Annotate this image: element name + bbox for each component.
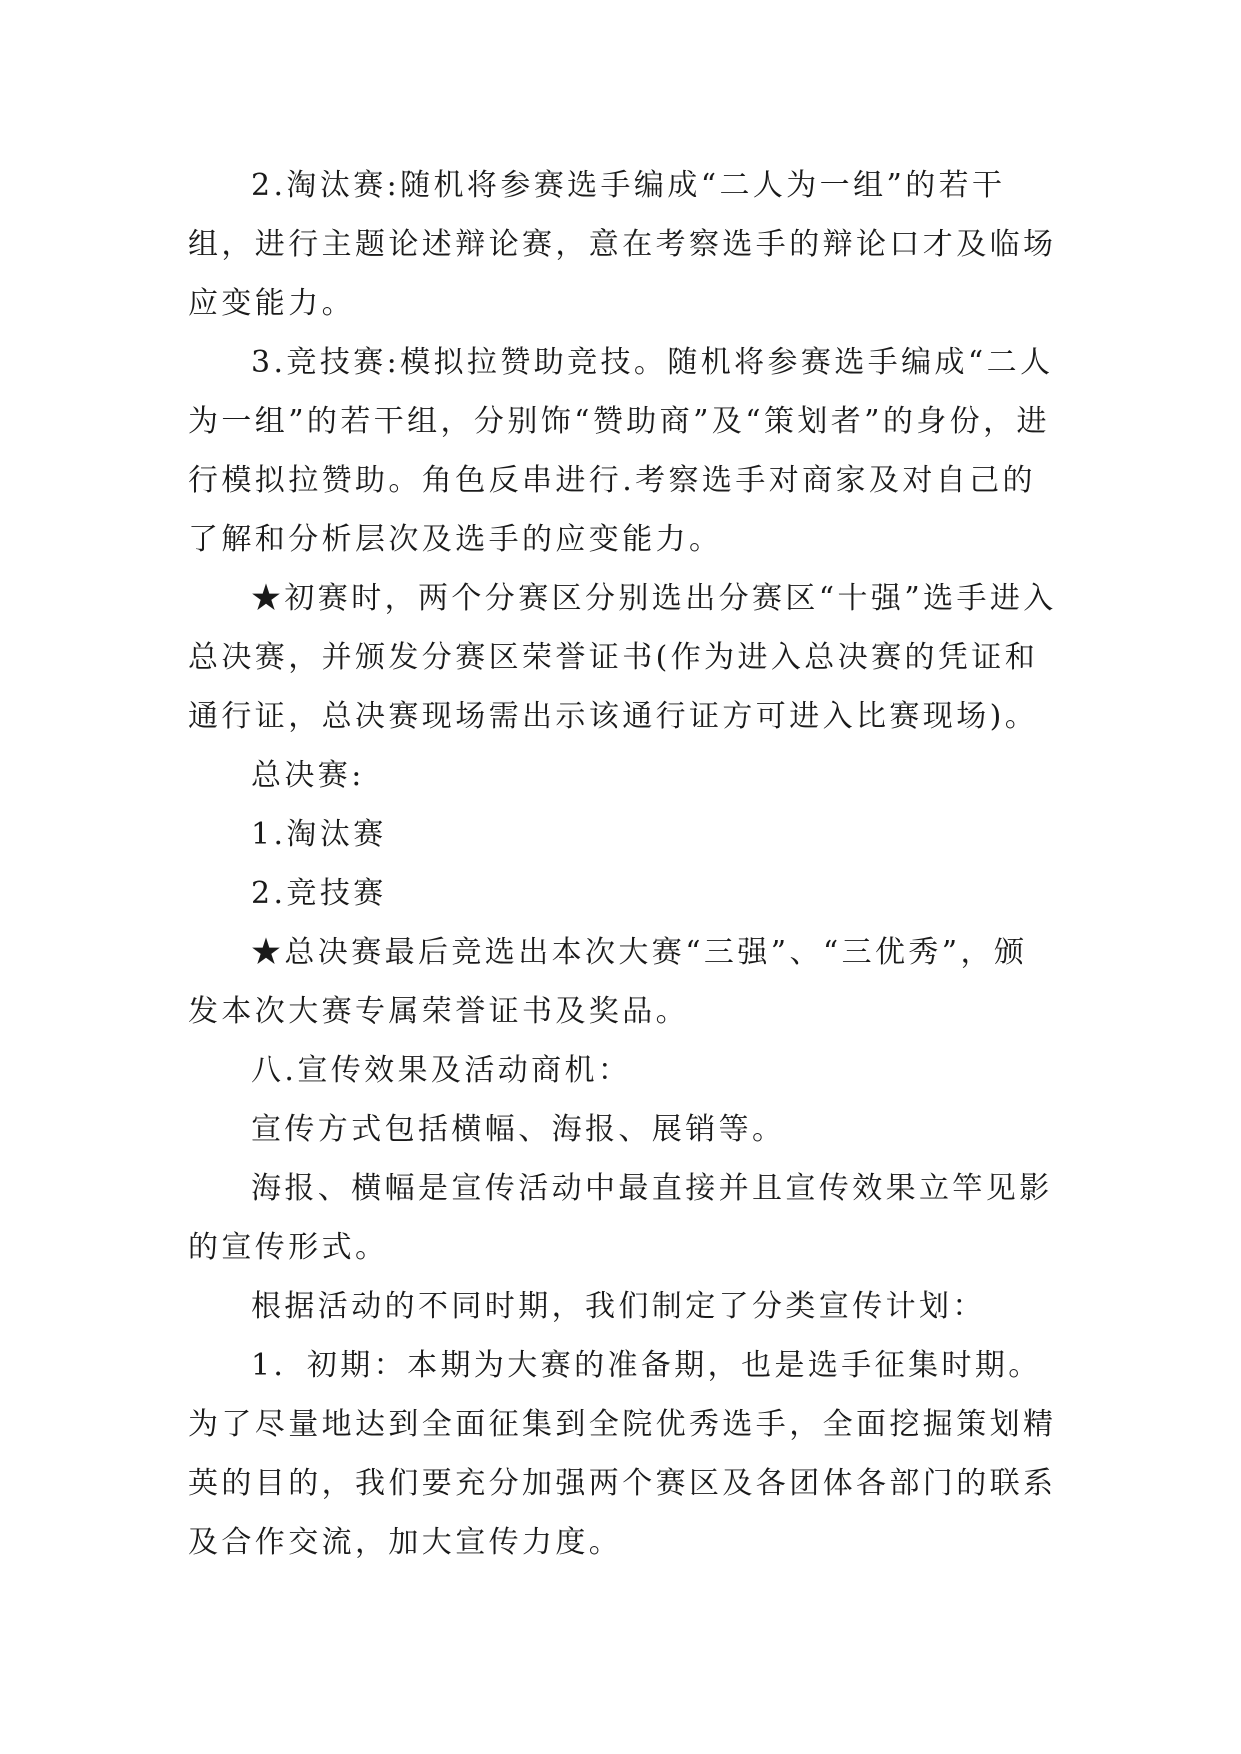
paragraph-competition-round: 3.竞技赛:模拟拉赞助竞技。随机将参赛选手编成“二人为一组”的若干组，分别饰“赞助商”及“策划者”的身份，进行模拟拉赞助。角色反串进行.考察选手对商家及对自己的了解和分析层次及选手的应变能力。 [188,345,1054,557]
paragraph-posters-banners: 海报、横幅是宣传活动中最直接并且宣传效果立竿见影的宣传形式。 [188,1171,1053,1265]
paragraph-publicity-plan: 根据活动的不同时期，我们制定了分类宣传计划： [251,1289,986,1324]
section-heading-publicity: 八.宣传效果及活动商机： [251,1053,632,1088]
paragraph-initial-phase: 1．初期：本期为大赛的准备期，也是选手征集时期。为了尽量地达到全面征集到全院优秀选手，全面挖掘策划精英的目的，我们要充分加强两个赛区及各团体各部门的联系及合作交流，加大宣传力度。 [188,1348,1057,1560]
paragraph-finals-heading: 总决赛: [251,758,365,793]
document-body [188,156,1058,1572]
paragraph-finals-item-1: 1.淘汰赛 [251,817,387,852]
paragraph-publicity-methods: 宣传方式包括横幅、海报、展销等。 [251,1112,786,1147]
paragraph-finals-item-2: 2.竞技赛 [251,876,387,911]
paragraph-finals-note: ★总决赛最后竞选出本次大赛“三强”、“三优秀”，颁发本次大赛专属荣誉证书及奖品。 [188,935,1028,1029]
paragraph-preliminary-note: ★初赛时，两个分赛区分别选出分赛区“十强”选手进入总决赛，并颁发分赛区荣誉证书(作为进入总决赛的凭证和通行证，总决赛现场需出示该通行证方可进入比赛现场)。 [188,581,1057,734]
paragraph-elimination-round: 2.淘汰赛:随机将参赛选手编成“二人为一组”的若干组，进行主题论述辩论赛，意在考察选手的辩论口才及临场应变能力。 [188,168,1057,321]
